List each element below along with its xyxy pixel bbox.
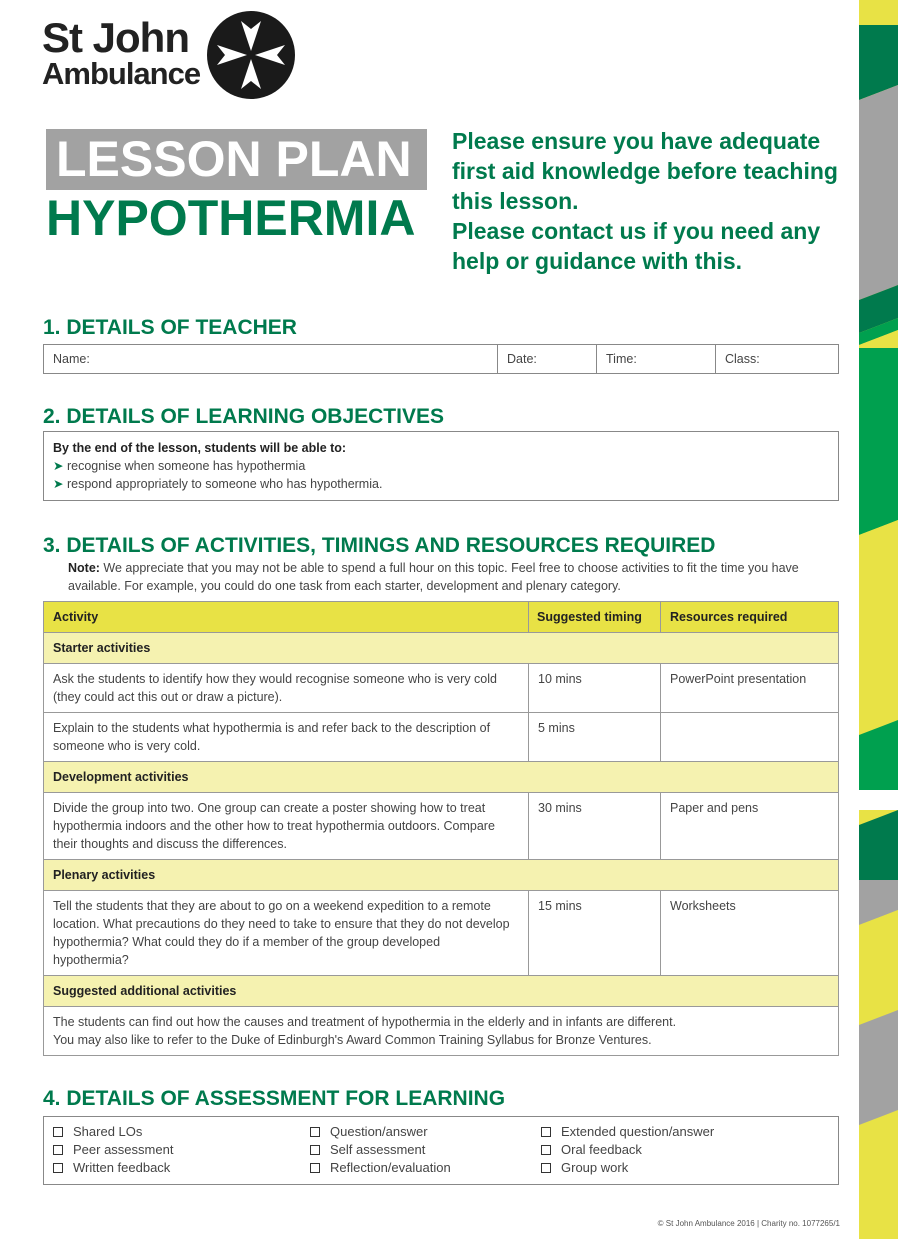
- section4-heading: 4. DETAILS OF ASSESSMENT FOR LEARNING: [43, 1087, 506, 1110]
- arrow-icon: ➤: [53, 459, 67, 473]
- table-header: Activity Suggested timing Resources required: [44, 602, 839, 633]
- checkbox-question-answer[interactable]: Question/answer: [310, 1124, 451, 1142]
- checkbox-reflection[interactable]: Reflection/evaluation: [310, 1160, 451, 1178]
- category-row: Suggested additional activities: [44, 976, 839, 1007]
- checkbox-written-feedback[interactable]: Written feedback: [53, 1160, 173, 1178]
- topic-title: HYPOTHERMIA: [46, 190, 416, 246]
- section1-heading: 1. DETAILS OF TEACHER: [43, 316, 297, 339]
- objective-item: ➤ respond appropriately to someone who has hypothermia.: [53, 477, 383, 491]
- checkbox-shared-los[interactable]: Shared LOs: [53, 1124, 173, 1142]
- checkbox-self-assessment[interactable]: Self assessment: [310, 1142, 451, 1160]
- date-field[interactable]: Date:: [498, 345, 597, 373]
- lesson-plan-title: LESSON PLAN: [46, 129, 427, 190]
- objectives-box: By the end of the lesson, students will be able to: ➤ recognise when someone has hypothermia ➤ respond appropriately to someone who has hypothermia.: [43, 431, 839, 501]
- table-row: Tell the students that they are about to go on a weekend expedition to a remote location. What precautions do they need to take to ensure that they do not develop hypothermia? What could they do if a member of the group developed hypothermia? 15 mins Worksheets: [44, 891, 839, 976]
- category-row: Plenary activities: [44, 860, 839, 891]
- time-field[interactable]: Time:: [597, 345, 716, 373]
- section2-heading: 2. DETAILS OF LEARNING OBJECTIVES: [43, 405, 444, 428]
- checkbox-extended-question[interactable]: Extended question/answer: [541, 1124, 714, 1142]
- teacher-details-form: [43, 344, 839, 374]
- table-row: The students can find out how the causes and treatment of hypothermia in the elderly and in infants are different. You may also like to refer to the Duke of Edinburgh's Award Common Training Syllabus for Bronze Ventures.: [44, 1007, 839, 1056]
- category-row: Starter activities: [44, 633, 839, 664]
- activities-and-assessment: [43, 533, 839, 1185]
- maltese-cross-logo-icon: [205, 10, 297, 100]
- notice: Please ensure you have adequate first aid knowledge before teaching this lesson. Please contact us if you need any help or guidance with this.: [452, 128, 838, 274]
- activities-table: [43, 601, 839, 1056]
- class-field[interactable]: Class:: [725, 352, 760, 366]
- section3-heading: 3. DETAILS OF ACTIVITIES, TIMINGS AND RESOURCES REQUIRED: [43, 534, 716, 557]
- arrow-icon: ➤: [53, 477, 67, 491]
- footer-copyright: © St John Ambulance 2016 | Charity no. 1077265/1: [657, 1219, 840, 1228]
- category-row: Development activities: [44, 762, 839, 793]
- logo-wordmark: St John Ambulance: [42, 14, 201, 91]
- section3-note: Note: We appreciate that you may not be able to spend a full hour on this topic. Feel free to choose activities to fit the time you have available. For example, you could do one task from each starter, development and plenary category.: [68, 561, 799, 593]
- assessment-box: [43, 1116, 839, 1185]
- table-row: Divide the group into two. One group can create a poster showing how to treat hypothermia indoors and the other how to treat hypothermia outdoors. Compare their thoughts and discuss the differences. 30 mins Paper and pens: [44, 793, 839, 860]
- table-row: Ask the students to identify how they would recognise someone who is very cold (they could act this out or draw a picture). 10 mins PowerPoint presentation: [44, 664, 839, 713]
- objective-item: ➤ recognise when someone has hypothermia: [53, 459, 306, 473]
- checkbox-peer-assessment[interactable]: Peer assessment: [53, 1142, 173, 1160]
- name-field[interactable]: Name:: [44, 345, 498, 373]
- checkbox-oral-feedback[interactable]: Oral feedback: [541, 1142, 714, 1160]
- decorative-stripe: [859, 0, 898, 1239]
- table-row: Explain to the students what hypothermia is and refer back to the description of someone who is very cold. 5 mins: [44, 713, 839, 762]
- checkbox-group-work[interactable]: Group work: [541, 1160, 714, 1178]
